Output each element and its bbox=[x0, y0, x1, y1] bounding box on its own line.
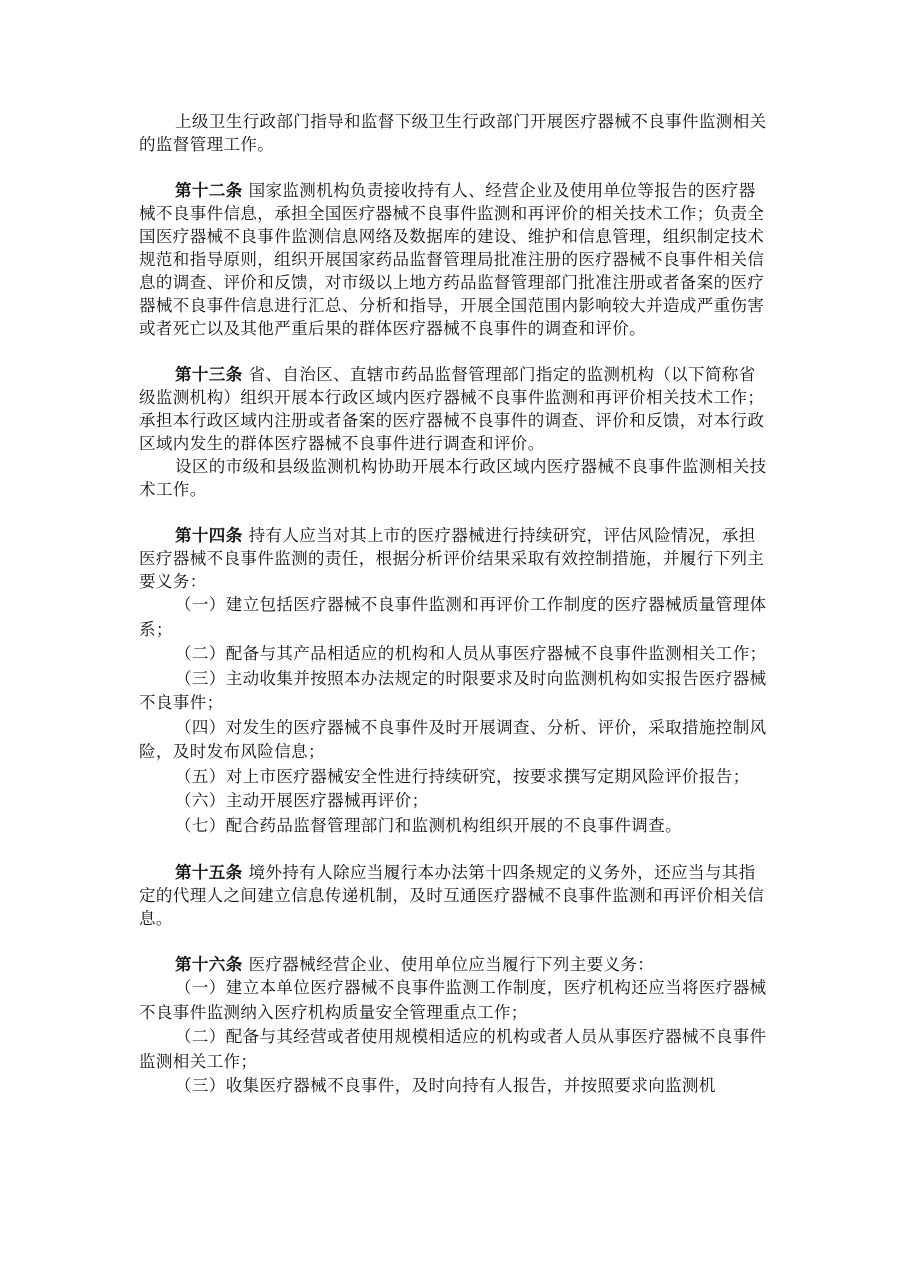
article-13-text: 省、自治区、直辖市药品监督管理部门指定的监测机构（以下简称省级监测机构）组织开展本行政区域内医疗器械不良事件监测和再评价相关技术工作；承担本行政区域内注册或者备案的医疗器械不良事件的调查、评价和反馈，对本行政区域内发生的群体医疗器械不良事件进行调查和评价。 bbox=[139, 365, 765, 453]
article-16-item-1: （一）建立本单位医疗器械不良事件监测工作制度，医疗机构还应当将医疗器械不良事件监测纳入医疗机构质量安全管理重点工作； bbox=[139, 978, 767, 1022]
intro-paragraph: 上级卫生行政部门指导和监督下级卫生行政部门开展医疗器械不良事件监测相关的监督管理工作。 bbox=[139, 112, 767, 154]
article-12-heading: 第十二条 bbox=[175, 181, 243, 200]
article-13-heading: 第十三条 bbox=[175, 365, 243, 384]
article-16-item-2: （二）配备与其经营或者使用规模相适应的机构或者人员从事医疗器械不良事件监测相关工作； bbox=[139, 1027, 767, 1071]
article-14-heading: 第十四条 bbox=[175, 526, 243, 545]
article-16-text: 医疗器械经营企业、使用单位应当履行下列主要义务： bbox=[248, 955, 655, 974]
article-15-text: 境外持有人除应当履行本办法第十四条规定的义务外，还应当与其指定的代理人之间建立信息传递机制，及时互通医疗器械不良事件监测和再评价相关信息。 bbox=[139, 863, 765, 928]
article-14-item-6: （六）主动开展医疗器械再评价； bbox=[175, 791, 429, 810]
article-13-paragraph bbox=[139, 363, 769, 455]
article-14-item-3: （三）主动收集并按照本办法规定的时限要求及时向监测机构如实报告医疗器械不良事件； bbox=[139, 668, 767, 712]
article-14-item-1: （一）建立包括医疗器械不良事件监测和再评价工作制度的医疗器械质量管理体系； bbox=[139, 595, 767, 639]
document-body bbox=[139, 110, 769, 1099]
article-13-paragraph-2: 设区的市级和县级监测机构协助开展本行政区域内医疗器械不良事件监测相关技术工作。 bbox=[139, 457, 767, 499]
article-15-heading: 第十五条 bbox=[175, 863, 243, 882]
article-16-item-3: （三）收集医疗器械不良事件，及时向持有人报告，并按照要求向监测机 bbox=[175, 1076, 716, 1095]
article-14-item-7: （七）配合药品监督管理部门和监测机构组织开展的不良事件调查。 bbox=[175, 815, 682, 835]
article-16-heading: 第十六条 bbox=[175, 955, 243, 974]
article-14-paragraph bbox=[139, 524, 769, 593]
article-14-item-5: （五）对上市医疗器械安全性进行持续研究，按要求撰写定期风险评价报告； bbox=[175, 766, 750, 786]
article-14-item-2: （二）配备与其产品相适应的机构和人员从事医疗器械不良事件监测相关工作； bbox=[175, 644, 767, 663]
article-14-item-4: （四）对发生的医疗器械不良事件及时开展调查、分析、评价，采取措施控制风险，及时发布风险信息； bbox=[139, 717, 767, 761]
article-16-paragraph bbox=[139, 953, 769, 976]
article-14-text: 持有人应当对其上市的医疗器械进行持续研究，评估风险情况，承担医疗器械不良事件监测的责任，根据分析评价结果采取有效控制措施，并履行下列主要义务： bbox=[139, 526, 765, 591]
article-12-paragraph bbox=[139, 179, 769, 340]
article-15-paragraph bbox=[139, 861, 769, 930]
article-12-text: 国家监测机构负责接收持有人、经营企业及使用单位等报告的医疗器械不良事件信息，承担全国医疗器械不良事件监测和再评价的相关技术工作；负责全国医疗器械不良事件监测信息网络及数据库的建设、维护和信息管理，组织制定技术规范和指导原则，组织开展国家药品监督管理局批准注册的医疗器械不良事件相关信息的调查、评价和反馈，对市级以上地方药品监督管理部门批准注册或者备案的医疗器械不良事件信息进行汇总、分析和指导，开展全国范围内影响较大并造成严重伤害或者死亡以及其他严重后果的群体医疗器械不良事件的调查和评价。 bbox=[139, 181, 765, 338]
